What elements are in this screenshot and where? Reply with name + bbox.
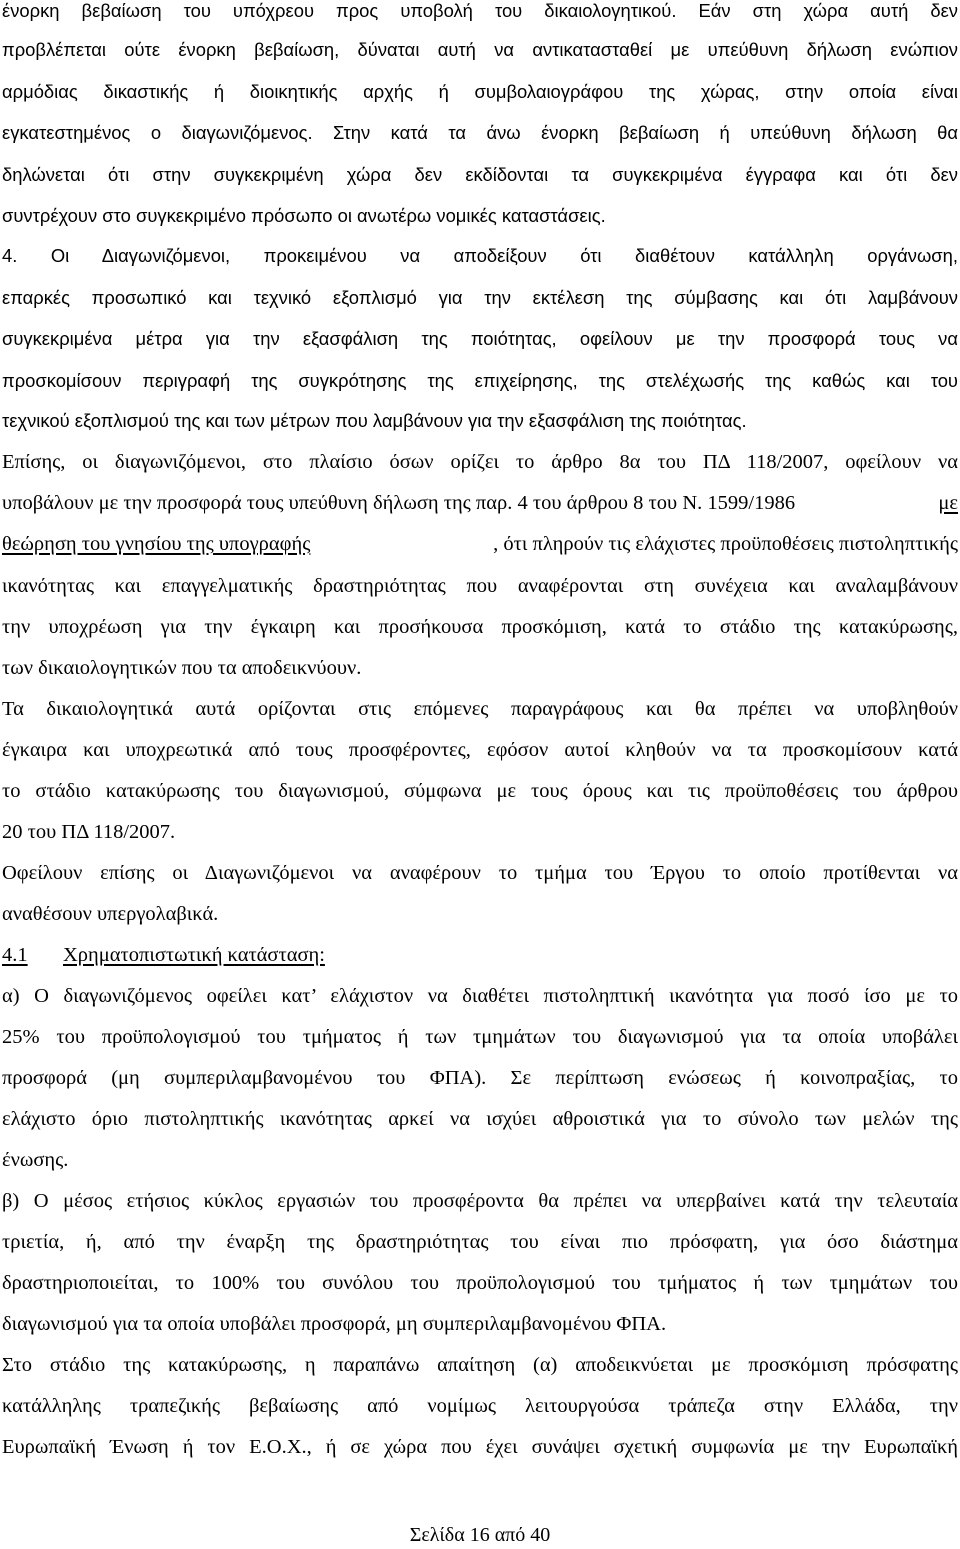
- text-line: Επίσης, οι διαγωνιζόμενοι, στο πλαίσιο όσων ορίζει το άρθρο 8α του ΠΔ 118/2007, οφείλουν να: [2, 451, 958, 473]
- section-heading: [2, 944, 958, 968]
- text-line: τριετία, ή, από την έναρξη της δραστηριότητας του είναι πιο πρόσφατη, για όσο διάστημα: [2, 1231, 958, 1253]
- text-line: 4. Οι Διαγωνιζόμενοι, προκειμένου να αποδείξουν ότι διαθέτουν κατάλληλη οργάνωση,: [2, 245, 958, 266]
- text-line: την υποχρέωση για την έγκαιρη και προσήκουσα προσκόμιση, κατά το στάδιο της κατακύρωσης,: [2, 616, 958, 638]
- text-line: [2, 533, 958, 557]
- text-line: αρμόδιας δικαστικής ή διοικητικής αρχής ή συμβολαιογράφου της χώρας, στην οποία είναι: [2, 81, 958, 102]
- text-line: αναθέσουν υπεργολαβικά.: [2, 903, 219, 925]
- text-line: το στάδιο κατακύρωσης του διαγωνισμού, σύμφωνα με τους όρους και τις προϋποθέσεις του άρθρου: [2, 780, 958, 802]
- text-line: των δικαιολογητικών που τα αποδεικνύουν.: [2, 657, 362, 679]
- text-line: Τα δικαιολογητικά αυτά ορίζονται στις επόμενες παραγράφους και θα πρέπει να υποβληθούν: [2, 698, 958, 720]
- text-line: ένορκη βεβαίωση του υπόχρεου προς υποβολή του δικαιολογητικού. Εάν στη χώρα αυτή δεν: [2, 0, 958, 21]
- text-line: Οφείλουν επίσης οι Διαγωνιζόμενοι να αναφέρουν το τμήμα του Έργου το οποίο προτίθενται να: [2, 862, 958, 884]
- text-line: 20 του ΠΔ 118/2007.: [2, 821, 176, 843]
- text-line: προβλέπεται ούτε ένορκη βεβαίωση, δύναται αυτή να αντικατασταθεί με υπεύθυνη δήλωση ενώπιον: [2, 39, 958, 60]
- text-segment: υποβάλουν με την προσφορά τους υπεύθυνη δήλωση της παρ. 4 του άρθρου 8 του Ν. 1599/1986: [2, 492, 796, 514]
- section-title: Χρηματοπιστωτική κατάσταση:: [63, 944, 325, 966]
- underlined-text: με: [938, 492, 958, 514]
- text-line: προσκομίσουν περιγραφή της συγκρότησης της επιχείρησης, της στελέχωσής της καθώς και του: [2, 370, 958, 391]
- text-line: τεχνικού εξοπλισμού της και των μέτρων που λαμβάνουν για την εξασφάλιση της ποιότητας.: [2, 410, 747, 431]
- text-line: επαρκές προσωπικό και τεχνικό εξοπλισμό για την εκτέλεση της σύμβασης και ότι λαμβάνουν: [2, 287, 958, 308]
- text-line: συντρέχουν στο συγκεκριμένο πρόσωπο οι ανωτέρω νομικές καταστάσεις.: [2, 205, 606, 226]
- text-line: α) Ο διαγωνιζόμενος οφείλει κατ’ ελάχιστον να διαθέτει πιστοληπτική ικανότητα για ποσό ίσο με το: [2, 985, 958, 1007]
- text-line: 25% του προϋπολογισμού του τμήματος ή των τμημάτων του διαγωνισμού για τα οποία υποβάλει: [2, 1026, 958, 1048]
- text-line: Στο στάδιο της κατακύρωσης, η παραπάνω απαίτηση (α) αποδεικνύεται με προσκόμιση πρόσφατης: [2, 1354, 958, 1376]
- text-line: δηλώνεται ότι στην συγκεκριμένη χώρα δεν εκδίδονται τα συγκεκριμένα έγγραφα και ότι δεν: [2, 164, 958, 185]
- text-line: Ευρωπαϊκή Ένωση ή τον Ε.Ο.Χ., ή σε χώρα που έχει συνάψει σχετική συμφωνία με την Ευρωπαϊκή: [2, 1436, 958, 1458]
- text-line: διαγωνισμού για τα οποία υποβάλει προσφορά, μη συμπεριλαμβανομένου ΦΠΑ.: [2, 1313, 667, 1335]
- text-line: έγκαιρα και υποχρεωτικά από τους προσφέροντες, εφόσον αυτοί κληθούν να τα προσκομίσουν κατά: [2, 739, 958, 761]
- text-segment: , ότι πληρούν τις ελάχιστες προϋποθέσεις πιστοληπτικής: [493, 533, 958, 555]
- text-line: [2, 492, 958, 516]
- text-line: εγκατεστημένος ο διαγωνιζόμενος. Στην κατά τα άνω ένορκη βεβαίωση ή υπεύθυνη δήλωση θα: [2, 122, 958, 143]
- text-line: ένωσης.: [2, 1149, 69, 1171]
- text-line: ικανότητας και επαγγελματικής δραστηριότητας που αναφέρονται στη συνέχεια και αναλαμβάνουν: [2, 575, 958, 597]
- text-line: ελάχιστο όριο πιστοληπτικής ικανότητας αρκεί να ισχύει αθροιστικά για το σύνολο των μελών της: [2, 1108, 958, 1130]
- text-line: συγκεκριμένα μέτρα για την εξασφάλιση της ποιότητας, οφείλουν με την προσφορά τους να: [2, 328, 958, 349]
- underlined-text: θεώρηση του γνησίου της υπογραφής: [2, 533, 311, 555]
- text-line: προσφορά (μη συμπεριλαμβανομένου του ΦΠΑ). Σε περίπτωση ενώσεως ή κοινοπραξίας, το: [2, 1067, 958, 1089]
- text-line: κατάλληλης τραπεζικής βεβαίωσης από νομίμως λειτουργούσα τράπεζα στην Ελλάδα, την: [2, 1395, 958, 1417]
- section-number: 4.1: [2, 944, 28, 966]
- page-number-footer: Σελίδα 16 από 40: [409, 1524, 551, 1546]
- text-line: δραστηριοποιείται, το 100% του συνόλου του προϋπολογισμού του τμήματος ή των τμημάτων του: [2, 1272, 958, 1294]
- text-line: β) Ο μέσος ετήσιος κύκλος εργασιών του προσφέροντα θα πρέπει να υπερβαίνει κατά την τελευταία: [2, 1190, 958, 1212]
